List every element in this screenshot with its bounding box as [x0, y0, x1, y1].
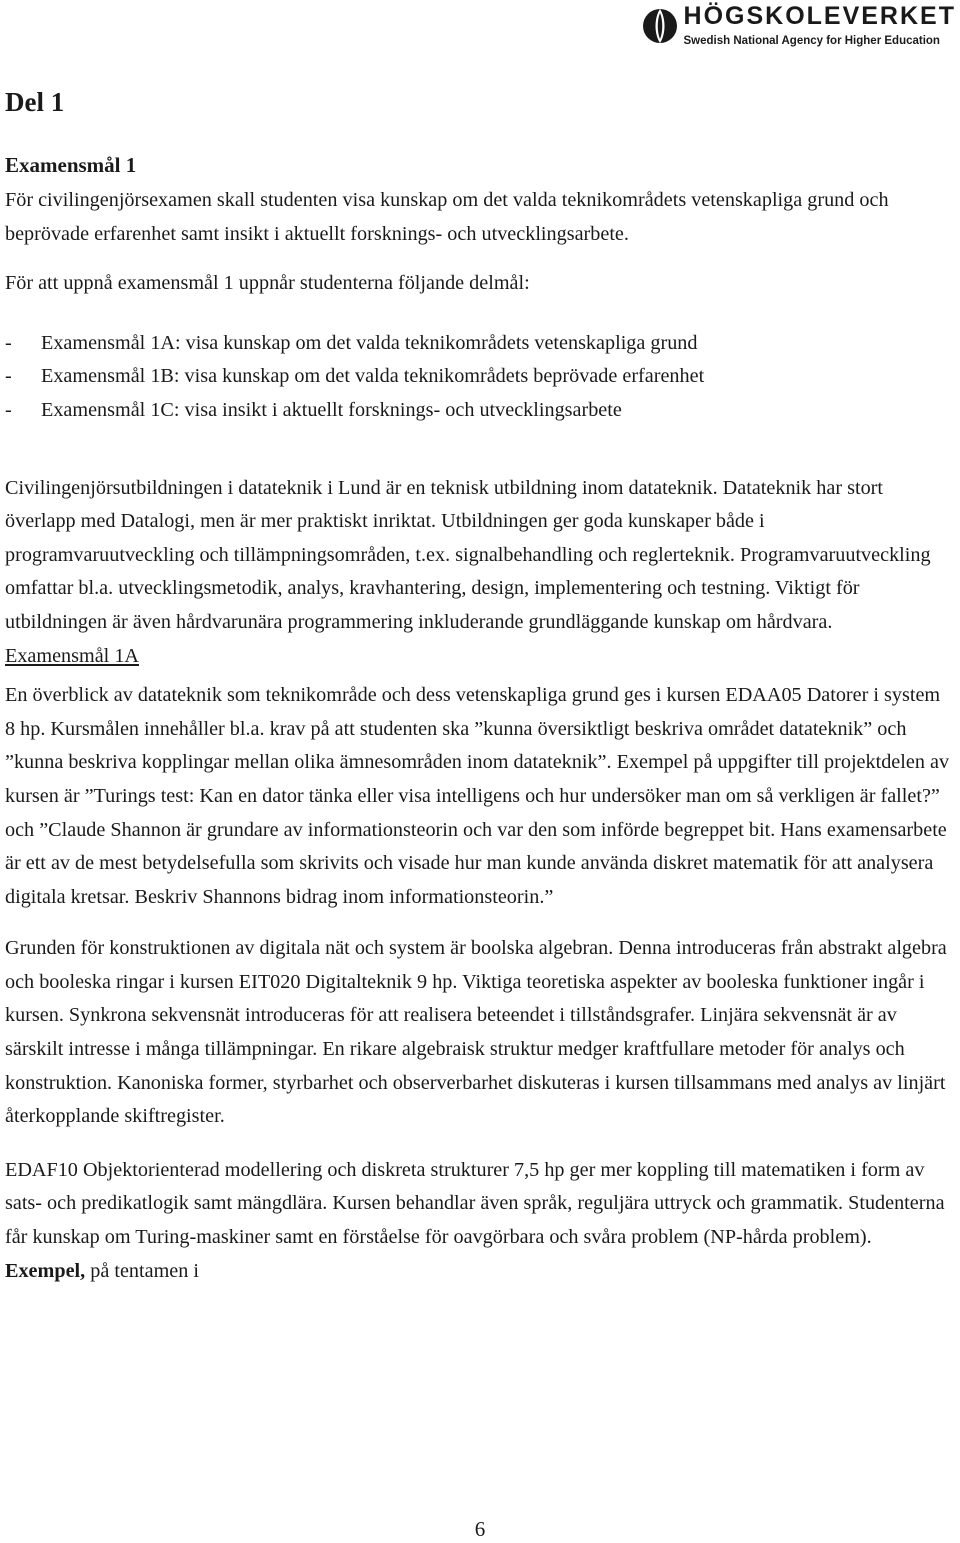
subsection-title: Examensmål 1A	[5, 644, 139, 667]
edaf10-tail: på tentamen i	[85, 1259, 199, 1282]
list-dash: -	[5, 398, 12, 421]
section-title: Examensmål 1	[5, 153, 137, 177]
goal-text: Examensmål 1A: visa kunskap om det valda teknikområdets vetenskapliga grund	[41, 331, 698, 354]
goals-list	[5, 327, 955, 428]
goals-lead: För att uppnå examensmål 1 uppnår studenterna följande delmål:	[5, 272, 530, 295]
agency-logo	[642, 2, 956, 48]
list-item	[5, 360, 955, 394]
page-number: 6	[474, 1517, 486, 1541]
edaf10-bold: Exempel,	[5, 1259, 86, 1282]
logo-subtitle: Swedish National Agency for Higher Education	[683, 35, 940, 47]
list-item	[5, 394, 955, 428]
goal-text: Examensmål 1C: visa insikt i aktuellt forsknings- och utvecklingsarbete	[41, 398, 622, 421]
page-heading: Del 1	[5, 87, 65, 117]
paragraph-1a: En överblick av datateknik som teknikområde och dess vetenskapliga grund ges i kursen EDAA05 Datorer i system 8 hp. Kursmålen innehåller bl.a. krav på att studenten ska ”kunna översiktligt beskriva området datateknik” och ”kunna beskriva kopplingar mellan olika ämnesområden inom datateknik”. Exempel på uppgifter till projektdelen av kursen är ”Turings test: Kan en dator tänka eller visa intelligens och hur undersöker man om så verkligen är fallet?” och ”Claude Shannon är grundare av informationsteorin och var den som införde begreppet bit. Hans examensarbete är ett av de mest betydelsefulla som skrivits och visade hur man kunde använda diskret matematik för att analysera digitala kretsar. Beskriv Shannons bidrag inom informationsteorin.”	[5, 684, 950, 908]
list-dash: -	[5, 365, 12, 388]
logo-name: HÖGSKOLEVERKET	[683, 2, 956, 30]
program-description: Civilingenjörsutbildningen i datateknik i Lund är en teknisk utbildning inom datateknik. Datateknik har stort överlapp med Datalogi, men är mer praktiskt inriktat. Utbildningen ger goda kunskaper både i programvaruutveckling och tillämpningsområden, t.ex. signalbehandling och reglerteknik. Programvaruutveckling omfattar bl.a. utvecklingsmetodik, analys, kravhantering, design, implementering och testning. Viktigt för utbildningen är även hårdvarunära programmering inkluderande grundläggande kunskap om hårdvara.	[5, 476, 931, 633]
list-item	[5, 327, 955, 361]
goal-text: Examensmål 1B: visa kunskap om det valda teknikområdets beprövade erfarenhet	[41, 365, 705, 388]
paragraph-edaf10	[5, 1154, 955, 1288]
document-body	[5, 84, 955, 1288]
list-dash: -	[5, 331, 12, 354]
paragraph-digital: Grunden för konstruktionen av digitala nät och system är boolska algebran. Denna introduceras från abstrakt algebra och booleska ringar i kursen EIT020 Digitalteknik 9 hp. Viktiga teoretiska aspekter av booleska funktioner ingår i kursen. Synkrona sekvensnät introduceras för att realisera beteendet i tillståndsgrafer. Linjära sekvensnät är av särskilt intresse i många tillämpningar. En rikare algebraisk struktur medger kraftfullare metoder för analys och konstruktion. Kanoniska former, styrbarhet och observerbarhet diskuteras i kursen tillsammans med analys av linjärt återkopplande skiftregister.	[5, 937, 947, 1128]
intro-paragraph: För civilingenjörsexamen skall studenten visa kunskap om det valda teknikområdets vetenskapliga grund och beprövade erfarenhet samt insikt i aktuellt forsknings- och utvecklingsarbete.	[5, 189, 889, 245]
logo-mark-icon	[642, 4, 678, 48]
edaf10-text: EDAF10 Objektorienterad modellering och diskreta strukturer 7,5 hp ger mer koppling till matematiken i form av sats- och predikatlogik samt mängdlära. Kursen behandlar även språk, reguljära uttryck och grammatik. Studenterna får kunskap om Turing-maskiner samt en förståelse för oavgörbara och svåra problem (NP-hårda problem).	[5, 1158, 945, 1249]
